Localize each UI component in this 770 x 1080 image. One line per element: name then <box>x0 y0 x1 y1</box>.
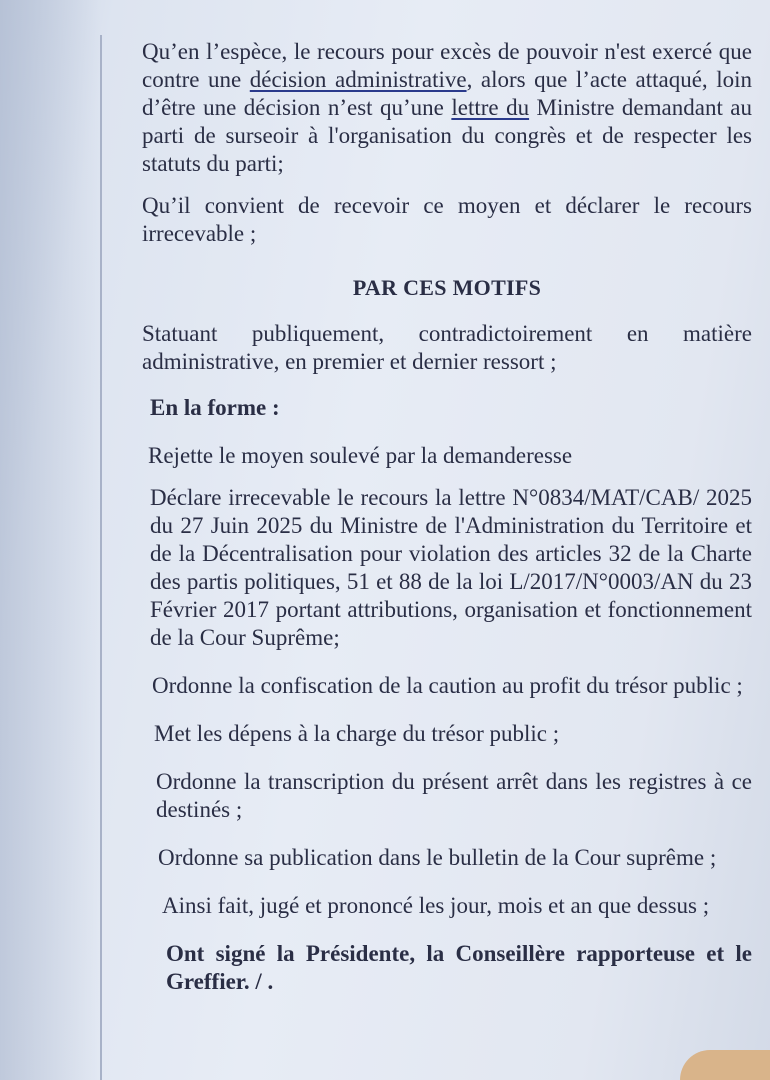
text-segment: , alors que l’acte attaqué, loin d’être une décision n’est qu’une <box>142 67 752 120</box>
page-edge-shadow <box>0 0 100 1080</box>
paragraph-confiscation: Ordonne la confiscation de la caution au profit du trésor public ; <box>152 673 743 698</box>
text-segment: Qu’en l’espèce, le recours pour excès de pouvoir n'est exercé que contre une <box>142 39 752 92</box>
paragraph-publication: Ordonne sa publication dans le bulletin de la Cour suprême ; <box>158 845 717 870</box>
underlined-text: lettre du <box>451 95 530 120</box>
paragraph-statuant: Statuant publiquement, contradictoirement en matière administrative, en premier et dernier ressort ; <box>142 321 752 374</box>
paragraph-ainsi-fait: Ainsi fait, jugé et prononcé les jour, mois et an que dessus ; <box>162 893 710 918</box>
paragraph-depens: Met les dépens à la charge du trésor public ; <box>154 721 560 746</box>
paragraph-recours <box>142 38 752 178</box>
subheading-en-la-forme: En la forme : <box>150 395 280 420</box>
paragraph-signatures: Ont signé la Présidente, la Conseillère rapporteuse et le Greffier. / . <box>166 941 752 994</box>
paragraph-declare: Déclare irrecevable le recours la lettre N°0834/MAT/CAB/ 2025 du 27 Juin 2025 du Ministre de l'Administration du Territoire et de la Décentralisation pour violation des articles 32 de la Charte des partis politiques, 51 et 88 de la loi L/2017/N°0003/AN du 23 Février 2017 portant attributions, organisation et fonctionnement de la Cour Suprême; <box>150 485 752 650</box>
paragraph-rejette: Rejette le moyen soulevé par la demanderesse <box>148 443 573 468</box>
corner-object <box>680 1050 770 1080</box>
paragraph-irrecevable: Qu’il convient de recevoir ce moyen et déclarer le recours irrecevable ; <box>142 193 752 246</box>
paragraph-transcription: Ordonne la transcription du présent arrêt dans les registres à ce destinés ; <box>156 769 752 822</box>
margin-line <box>100 35 102 1080</box>
document-body <box>142 38 752 1010</box>
underlined-text: décision administrative <box>249 67 467 92</box>
section-heading: PAR CES MOTIFS <box>352 275 542 300</box>
text-segment: Ministre demandant au parti de surseoir à l'organisation du congrès et de respecter les statuts du parti; <box>142 95 753 176</box>
